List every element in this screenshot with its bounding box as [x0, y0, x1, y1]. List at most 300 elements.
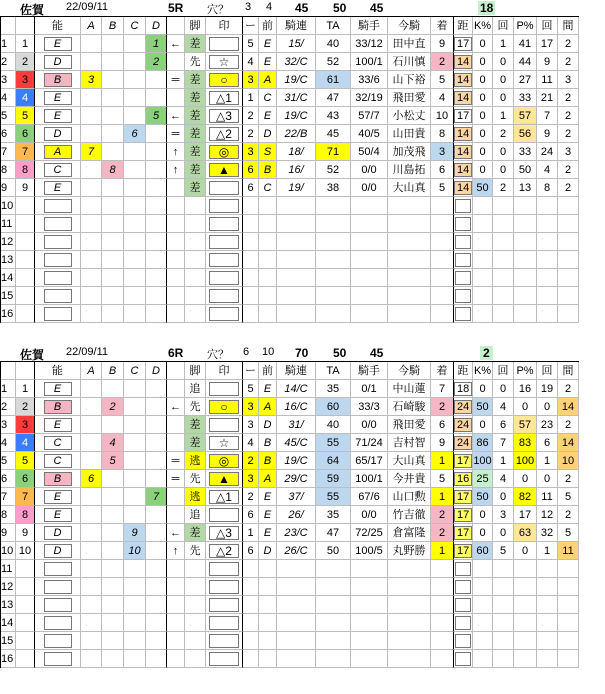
cell-prev-1: 1	[243, 524, 259, 542]
distance-box: 14	[454, 55, 472, 69]
cell-distance	[454, 269, 473, 287]
cell-finish: 7	[431, 380, 454, 398]
cell-b: 4	[102, 434, 124, 452]
cell-distance	[454, 596, 473, 614]
cell-style	[185, 197, 206, 215]
cell-prev-2: A	[259, 71, 277, 89]
cell-finish: 5	[431, 71, 454, 89]
table-row	[1, 287, 579, 305]
cell-ability	[35, 197, 81, 215]
header-prev-2: 前	[259, 362, 277, 380]
cell-a	[81, 488, 102, 506]
cell-d	[146, 614, 167, 632]
ability-box: D	[44, 544, 72, 558]
cell-ability	[35, 143, 81, 161]
top-f: 2	[480, 346, 493, 360]
cell-jockey-rate: 100/1	[351, 470, 388, 488]
cell-frame-number	[16, 578, 35, 596]
cell-prev-1: 3	[243, 71, 259, 89]
cell-prev-1	[243, 560, 259, 578]
cell-jockey-combo	[277, 596, 316, 614]
venue-label: 佐賀	[20, 348, 45, 362]
cell-prev-1: 1	[243, 89, 259, 107]
cell-ability	[35, 596, 81, 614]
cell-k-pct	[473, 632, 493, 650]
mark-box: ○	[209, 73, 239, 87]
cell-ta	[316, 287, 351, 305]
cell-count-1	[493, 287, 514, 305]
cell-p-pct: 33	[514, 143, 537, 161]
cell-finish	[431, 614, 454, 632]
cell-p-pct: 100	[514, 452, 537, 470]
cell-b: 2	[102, 398, 124, 416]
cell-finish: 9	[431, 434, 454, 452]
cell-jockey: 吉村智	[388, 434, 431, 452]
cell-arrow	[167, 488, 185, 506]
cell-d	[146, 452, 167, 470]
cell-prev-1: 2	[243, 452, 259, 470]
ability-box: E	[44, 37, 72, 51]
cell-count-1	[493, 233, 514, 251]
cell-frame-number: 2	[16, 53, 35, 71]
cell-row-number: 11	[1, 560, 16, 578]
cell-count-1	[493, 305, 514, 323]
cell-finish: 8	[431, 125, 454, 143]
cell-k-pct: 0	[473, 89, 493, 107]
cell-c	[124, 215, 146, 233]
cell-jockey-rate: 0/0	[351, 179, 388, 197]
cell-finish	[431, 269, 454, 287]
cell-c	[124, 632, 146, 650]
cell-mark	[206, 215, 243, 233]
header-mark: 印	[206, 17, 243, 35]
cell-row-number: 3	[1, 71, 16, 89]
cell-jockey	[388, 197, 431, 215]
cell-count-1: 1	[493, 35, 514, 53]
cell-jockey-combo	[277, 233, 316, 251]
cell-distance	[454, 578, 473, 596]
cell-count-2	[537, 269, 558, 287]
cell-jockey	[388, 251, 431, 269]
cell-ability	[35, 107, 81, 125]
distance-box	[455, 562, 471, 576]
cell-ta: 52	[316, 161, 351, 179]
cell-a	[81, 305, 102, 323]
ability-box	[44, 616, 72, 630]
cell-count-2	[537, 233, 558, 251]
mark-box	[209, 634, 239, 648]
cell-distance	[454, 506, 473, 524]
cell-prev-2: D	[259, 542, 277, 560]
cell-b	[102, 35, 124, 53]
cell-c	[124, 161, 146, 179]
cell-count-1: 1	[493, 452, 514, 470]
header-d: D	[146, 17, 167, 35]
cell-k-pct: 0	[473, 143, 493, 161]
cell-jockey: 山田貴	[388, 125, 431, 143]
cell-count-2: 32	[537, 524, 558, 542]
cell-frame-number	[16, 251, 35, 269]
cell-frame-number	[16, 197, 35, 215]
cell-b	[102, 614, 124, 632]
table-row	[1, 251, 579, 269]
cell-d	[146, 398, 167, 416]
cell-d	[146, 143, 167, 161]
cell-style: 差	[185, 107, 206, 125]
cell-jockey-rate	[351, 614, 388, 632]
cell-arrow	[167, 506, 185, 524]
cell-c: 6	[124, 125, 146, 143]
cell-count-2	[537, 614, 558, 632]
cell-count-2: 12	[537, 506, 558, 524]
ana-label: 穴？	[207, 4, 229, 16]
cell-c	[124, 179, 146, 197]
cell-b	[102, 287, 124, 305]
header-prev-1: ー	[243, 17, 259, 35]
cell-count-1	[493, 251, 514, 269]
cell-style	[185, 251, 206, 269]
venue-label: 佐賀	[20, 3, 45, 17]
cell-frame-number: 3	[16, 71, 35, 89]
cell-distance	[454, 470, 473, 488]
cell-jockey-combo	[277, 632, 316, 650]
cell-row-number: 5	[1, 107, 16, 125]
cell-distance	[454, 614, 473, 632]
cell-count-2: 23	[537, 416, 558, 434]
cell-jockey: 倉富隆	[388, 524, 431, 542]
cell-arrow	[167, 179, 185, 197]
header-count-1: 回	[493, 17, 514, 35]
cell-d	[146, 125, 167, 143]
cell-c	[124, 287, 146, 305]
cell-interval: 2	[558, 89, 579, 107]
cell-b	[102, 197, 124, 215]
cell-count-1	[493, 614, 514, 632]
cell-a	[81, 560, 102, 578]
cell-count-2: 0	[537, 398, 558, 416]
cell-distance	[454, 35, 473, 53]
cell-ta: 35	[316, 380, 351, 398]
race-header	[0, 0, 605, 17]
cell-finish: 2	[431, 398, 454, 416]
cell-b	[102, 143, 124, 161]
cell-a	[81, 287, 102, 305]
cell-ta	[316, 596, 351, 614]
cell-prev-2	[259, 197, 277, 215]
cell-d	[146, 434, 167, 452]
cell-c	[124, 233, 146, 251]
ability-box: B	[44, 400, 72, 414]
mark-box	[209, 562, 239, 576]
cell-distance	[454, 542, 473, 560]
ability-box	[44, 307, 72, 321]
cell-mark	[206, 398, 243, 416]
header-row-number	[1, 17, 16, 35]
cell-jockey-combo	[277, 215, 316, 233]
cell-a	[81, 416, 102, 434]
cell-interval	[558, 233, 579, 251]
cell-prev-1	[243, 215, 259, 233]
table-row	[1, 125, 579, 143]
cell-prev-2: E	[259, 35, 277, 53]
cell-d	[146, 197, 167, 215]
cell-p-pct: 56	[514, 125, 537, 143]
cell-c	[124, 107, 146, 125]
cell-jockey	[388, 596, 431, 614]
cell-jockey-combo: 26/C	[277, 542, 316, 560]
cell-frame-number	[16, 287, 35, 305]
cell-jockey-combo: 22/B	[277, 125, 316, 143]
cell-row-number: 10	[1, 197, 16, 215]
cell-c	[124, 143, 146, 161]
cell-prev-2	[259, 632, 277, 650]
cell-count-2	[537, 650, 558, 668]
cell-count-2: 11	[537, 71, 558, 89]
table-row	[1, 632, 579, 650]
header-k-pct: K%	[473, 17, 493, 35]
cell-row-number: 9	[1, 524, 16, 542]
cell-prev-2	[259, 650, 277, 668]
cell-c	[124, 53, 146, 71]
table-row	[1, 614, 579, 632]
cell-jockey-rate: 0/0	[351, 506, 388, 524]
header-jockey-combo: 騎連	[277, 362, 316, 380]
cell-frame-number	[16, 614, 35, 632]
header-p-pct: P%	[514, 362, 537, 380]
cell-jockey	[388, 215, 431, 233]
cell-c	[124, 380, 146, 398]
cell-mark	[206, 452, 243, 470]
cell-jockey-combo: 32/C	[277, 53, 316, 71]
cell-style: 差	[185, 524, 206, 542]
cell-prev-2	[259, 215, 277, 233]
cell-k-pct: 50	[473, 179, 493, 197]
cell-ability	[35, 233, 81, 251]
table-row	[1, 161, 579, 179]
cell-d	[146, 416, 167, 434]
cell-d	[146, 632, 167, 650]
header-b: B	[102, 362, 124, 380]
cell-ability	[35, 53, 81, 71]
cell-a	[81, 452, 102, 470]
cell-c	[124, 560, 146, 578]
cell-p-pct: 57	[514, 107, 537, 125]
ability-box: D	[44, 127, 72, 141]
header-distance: 距	[454, 17, 473, 35]
cell-b: 8	[102, 161, 124, 179]
cell-prev-1: 4	[243, 434, 259, 452]
cell-prev-2: B	[259, 452, 277, 470]
cell-k-pct: 60	[473, 542, 493, 560]
cell-a	[81, 524, 102, 542]
cell-finish	[431, 560, 454, 578]
cell-a	[81, 650, 102, 668]
cell-ability	[35, 269, 81, 287]
cell-count-2	[537, 560, 558, 578]
cell-count-2: 24	[537, 143, 558, 161]
cell-ta	[316, 305, 351, 323]
cell-finish	[431, 632, 454, 650]
distance-box: 14	[454, 127, 472, 141]
cell-prev-2: C	[259, 179, 277, 197]
cell-p-pct: 57	[514, 416, 537, 434]
cell-k-pct: 0	[473, 380, 493, 398]
header-prev-1: ー	[243, 362, 259, 380]
cell-prev-1: 3	[243, 416, 259, 434]
cell-prev-2: S	[259, 143, 277, 161]
cell-frame-number	[16, 233, 35, 251]
cell-mark	[206, 125, 243, 143]
cell-finish	[431, 596, 454, 614]
cell-distance	[454, 287, 473, 305]
cell-arrow: ←	[167, 524, 185, 542]
cell-style: 先	[185, 542, 206, 560]
cell-ta: 60	[316, 398, 351, 416]
table-row	[1, 53, 579, 71]
cell-finish	[431, 287, 454, 305]
cell-arrow: ↑	[167, 143, 185, 161]
cell-ability	[35, 305, 81, 323]
cell-arrow	[167, 197, 185, 215]
cell-a	[81, 215, 102, 233]
cell-interval: 5	[558, 488, 579, 506]
cell-b	[102, 71, 124, 89]
distance-box	[455, 580, 471, 594]
cell-a	[81, 542, 102, 560]
cell-prev-1: 5	[243, 35, 259, 53]
race-number: 5R	[168, 1, 184, 15]
cell-prev-1	[243, 578, 259, 596]
header-ability: 能	[35, 17, 81, 35]
cell-b	[102, 560, 124, 578]
cell-jockey-rate: 67/6	[351, 488, 388, 506]
cell-jockey-combo	[277, 269, 316, 287]
cell-b: 5	[102, 452, 124, 470]
cell-finish: 1	[431, 452, 454, 470]
cell-frame-number: 7	[16, 143, 35, 161]
cell-interval: 2	[558, 416, 579, 434]
top-a: 6	[243, 346, 250, 358]
table-row	[1, 524, 579, 542]
distance-box: 17	[454, 454, 472, 468]
cell-prev-2: D	[259, 416, 277, 434]
cell-prev-1	[243, 269, 259, 287]
mark-box: ○	[209, 400, 239, 414]
cell-jockey-combo: 19/C	[277, 107, 316, 125]
cell-b	[102, 380, 124, 398]
header-ta: TA	[316, 17, 351, 35]
cell-mark	[206, 143, 243, 161]
cell-jockey-rate	[351, 578, 388, 596]
cell-row-number: 14	[1, 614, 16, 632]
cell-interval	[558, 269, 579, 287]
cell-jockey-rate: 33/6	[351, 71, 388, 89]
cell-mark	[206, 287, 243, 305]
ability-box	[44, 598, 72, 612]
cell-arrow	[167, 89, 185, 107]
cell-d: 5	[146, 107, 167, 125]
mark-box: ☆	[209, 436, 239, 450]
cell-prev-2: E	[259, 107, 277, 125]
cell-jockey-combo	[277, 305, 316, 323]
cell-ability	[35, 125, 81, 143]
cell-jockey-rate: 32/19	[351, 89, 388, 107]
cell-ability	[35, 614, 81, 632]
cell-jockey-combo: 16/	[277, 161, 316, 179]
cell-arrow: ←	[167, 398, 185, 416]
cell-style	[185, 215, 206, 233]
ana-label: 穴？	[207, 349, 229, 361]
cell-jockey	[388, 287, 431, 305]
cell-finish	[431, 251, 454, 269]
table-row	[1, 380, 579, 398]
cell-d: 1	[146, 35, 167, 53]
cell-mark	[206, 197, 243, 215]
cell-prev-1	[243, 632, 259, 650]
cell-row-number: 6	[1, 470, 16, 488]
cell-count-1: 4	[493, 398, 514, 416]
race-header	[0, 345, 605, 362]
mark-box	[209, 508, 239, 522]
cell-interval	[558, 305, 579, 323]
distance-box: 14	[454, 91, 472, 105]
cell-count-1	[493, 269, 514, 287]
cell-c	[124, 470, 146, 488]
cell-distance	[454, 251, 473, 269]
distance-box: 24	[454, 418, 472, 432]
header-b: B	[102, 17, 124, 35]
cell-jockey-combo	[277, 197, 316, 215]
cell-style: 差	[185, 416, 206, 434]
header-ability: 能	[35, 362, 81, 380]
cell-arrow	[167, 650, 185, 668]
mark-box: △2	[209, 127, 239, 141]
ability-box	[44, 580, 72, 594]
cell-d: 2	[146, 53, 167, 71]
cell-p-pct: 41	[514, 35, 537, 53]
cell-distance	[454, 53, 473, 71]
cell-ta: 61	[316, 71, 351, 89]
cell-mark	[206, 305, 243, 323]
cell-p-pct: 13	[514, 179, 537, 197]
cell-a	[81, 89, 102, 107]
header-frame-number	[16, 17, 35, 35]
cell-jockey-rate: 33/3	[351, 398, 388, 416]
cell-c: 10	[124, 542, 146, 560]
cell-prev-2: B	[259, 434, 277, 452]
cell-count-1: 7	[493, 434, 514, 452]
cell-a	[81, 125, 102, 143]
cell-arrow: ═	[167, 125, 185, 143]
cell-arrow: ═	[167, 452, 185, 470]
table-row	[1, 107, 579, 125]
cell-ta	[316, 269, 351, 287]
cell-prev-1: 2	[243, 488, 259, 506]
cell-b	[102, 650, 124, 668]
cell-jockey-combo: 31/	[277, 416, 316, 434]
cell-prev-1	[243, 650, 259, 668]
cell-prev-1: 5	[243, 380, 259, 398]
cell-mark	[206, 107, 243, 125]
cell-b	[102, 125, 124, 143]
cell-jockey: 川島拓	[388, 161, 431, 179]
table-row	[1, 650, 579, 668]
cell-prev-2: A	[259, 398, 277, 416]
cell-p-pct: 83	[514, 434, 537, 452]
cell-jockey: 山下裕	[388, 71, 431, 89]
cell-jockey: 中山蓮	[388, 380, 431, 398]
header-finish: 着	[431, 362, 454, 380]
